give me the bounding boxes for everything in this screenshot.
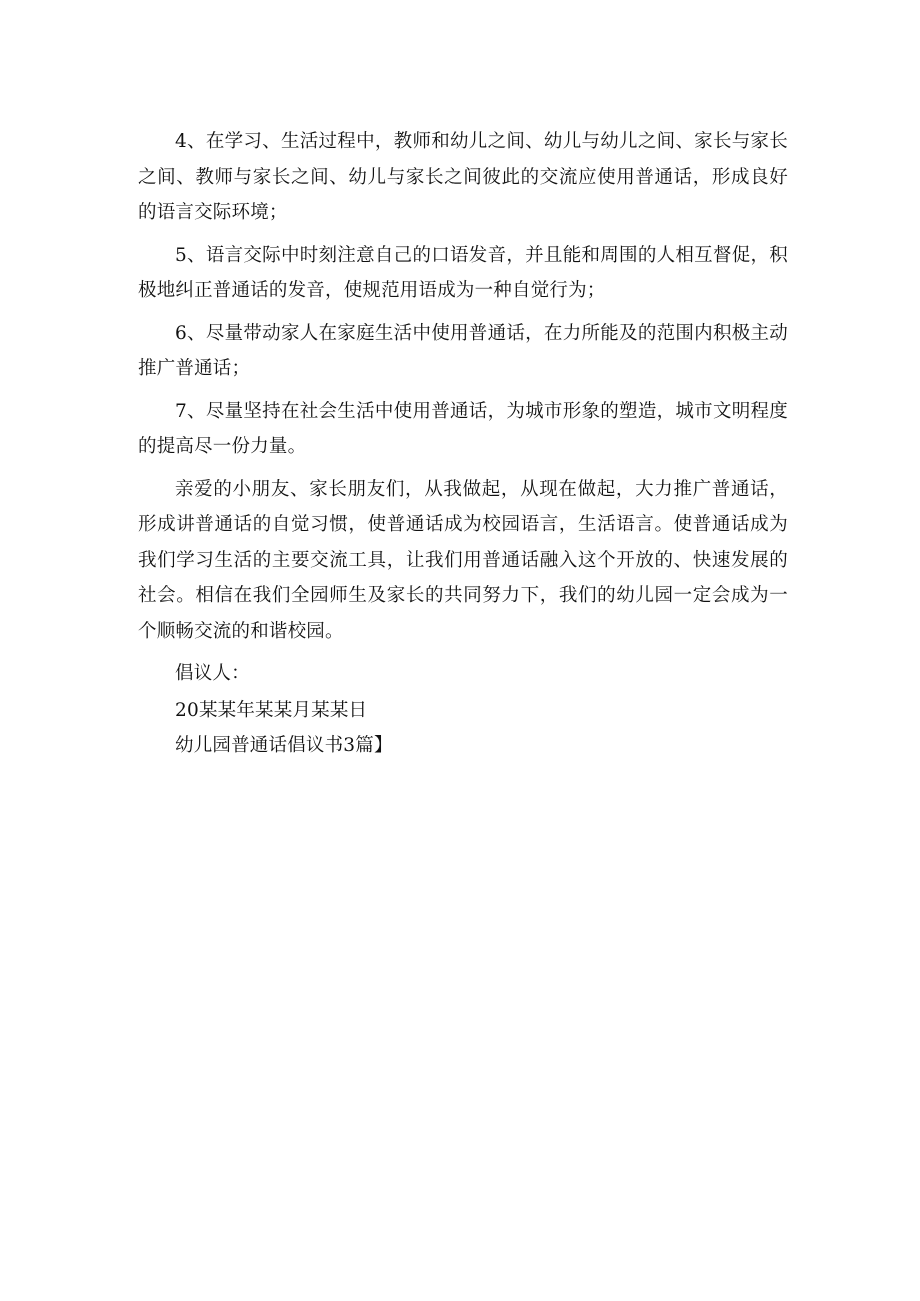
document-body (138, 124, 788, 764)
closing-paragraph: 亲爱的小朋友、家长朋友们，从我做起，从现在做起，大力推广普通话，形成讲普通话的自觉习惯，使普通话成为校园语言，生活语言。使普通话成为我们学习生活的主要交流工具，让我们用普通话融入这个开放的、快速发展的社会。相信在我们全园师生及家长的共同努力下，我们的幼儿园一定会成为一个顺畅交流的和谐校园。 (138, 478, 788, 642)
paragraph-item-5: 5、语言交际中时刻注意自己的口语发音，并且能和周围的人相互督促，积极地纠正普通话的发音，使规范用语成为一种自觉行为； (138, 244, 788, 301)
paragraph-item-7: 7、尽量坚持在社会生活中使用普通话，为城市形象的塑造，城市文明程度的提高尽一份力量。 (138, 400, 788, 457)
paragraph-item-6: 6、尽量带动家人在家庭生活中使用普通话，在力所能及的范围内积极主动推广普通话； (138, 322, 788, 379)
footer-title: 幼儿园普通话倡议书3篇】 (175, 735, 393, 756)
paragraph-item-4: 4、在学习、生活过程中，教师和幼儿之间、幼儿与幼儿之间、家长与家长之间、教师与家长之间、幼儿与家长之间彼此的交流应使用普通话，形成良好的语言交际环境； (138, 131, 788, 223)
date-line: 20某某年某某月某某日 (175, 699, 368, 721)
signer-label: 倡议人： (175, 663, 250, 684)
